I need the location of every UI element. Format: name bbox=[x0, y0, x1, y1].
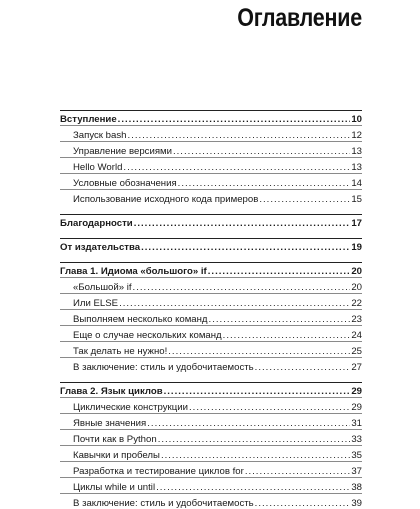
leader-dots bbox=[173, 146, 350, 157]
leader-dots bbox=[127, 130, 350, 141]
leader-dots bbox=[178, 178, 351, 189]
toc-entry-page: 25 bbox=[351, 346, 362, 357]
toc-entry[interactable] bbox=[60, 293, 362, 309]
toc-entry-label: Выполняем несколько команд bbox=[73, 314, 208, 325]
leader-dots bbox=[123, 162, 350, 173]
toc-section bbox=[60, 110, 362, 205]
leader-dots bbox=[259, 194, 350, 205]
toc-entry[interactable] bbox=[60, 277, 362, 293]
toc-entry[interactable] bbox=[60, 125, 362, 141]
toc-entry-page: 14 bbox=[351, 178, 362, 189]
toc-entry-label: В заключение: стиль и удобочитаемость bbox=[73, 362, 254, 373]
toc-section bbox=[60, 382, 362, 509]
toc-entry[interactable] bbox=[60, 413, 362, 429]
toc-entry-label: Запуск bash bbox=[73, 130, 127, 141]
toc-entry[interactable] bbox=[60, 189, 362, 205]
toc-entry-page: 33 bbox=[351, 434, 362, 445]
toc-entry[interactable] bbox=[60, 357, 362, 373]
toc-entry-label: Еще о случае нескольких команд bbox=[73, 330, 222, 341]
leader-dots bbox=[189, 402, 350, 413]
toc-entry-label: Использование исходного кода примеров bbox=[73, 194, 259, 205]
toc-section-heading[interactable] bbox=[60, 383, 362, 397]
toc-entry-label: «Большой» if bbox=[73, 282, 132, 293]
toc-entry[interactable] bbox=[60, 141, 362, 157]
toc-section-heading[interactable] bbox=[60, 215, 362, 229]
toc-entry-page: 38 bbox=[351, 482, 362, 493]
leader-dots bbox=[161, 450, 350, 461]
toc-heading-label: Вступление bbox=[60, 114, 117, 125]
toc-entry-page: 37 bbox=[351, 466, 362, 477]
toc-entry-page: 13 bbox=[351, 146, 362, 157]
toc-heading-page: 10 bbox=[351, 114, 362, 125]
leader-dots bbox=[118, 114, 351, 125]
toc-entry-label: Условные обозначения bbox=[73, 178, 177, 189]
toc-entry-label: Или ELSE bbox=[73, 298, 119, 309]
toc-entry[interactable] bbox=[60, 173, 362, 189]
leader-dots bbox=[134, 218, 351, 229]
leader-dots bbox=[255, 362, 351, 373]
leader-dots bbox=[223, 330, 351, 341]
leader-dots bbox=[141, 242, 350, 253]
toc-section bbox=[60, 214, 362, 229]
toc-entry[interactable] bbox=[60, 429, 362, 445]
table-of-contents bbox=[60, 110, 362, 509]
leader-dots bbox=[164, 386, 351, 397]
toc-entry-label: Управление версиями bbox=[73, 146, 172, 157]
toc-entry[interactable] bbox=[60, 325, 362, 341]
leader-dots bbox=[158, 434, 351, 445]
toc-entry-page: 39 bbox=[351, 498, 362, 509]
toc-entry-label: Почти как в Python bbox=[73, 434, 157, 445]
toc-entry-page: 12 bbox=[351, 130, 362, 141]
toc-entry-label: Так делать не нужно! bbox=[73, 346, 168, 357]
leader-dots bbox=[208, 266, 351, 277]
leader-dots bbox=[133, 282, 351, 293]
toc-entry-page: 35 bbox=[351, 450, 362, 461]
toc-entry-page: 23 bbox=[351, 314, 362, 325]
toc-entry-label: Hello World bbox=[73, 162, 123, 173]
leader-dots bbox=[156, 482, 350, 493]
toc-heading-label: Благодарности bbox=[60, 218, 133, 229]
toc-entry-page: 29 bbox=[351, 402, 362, 413]
toc-entry-page: 27 bbox=[351, 362, 362, 373]
toc-heading-label: Глава 1. Идиома «большого» if bbox=[60, 266, 207, 277]
toc-entry-page: 22 bbox=[351, 298, 362, 309]
toc-entry[interactable] bbox=[60, 341, 362, 357]
toc-entry-page: 20 bbox=[351, 282, 362, 293]
leader-dots bbox=[209, 314, 351, 325]
leader-dots bbox=[168, 346, 350, 357]
toc-entry-label: Разработка и тестирование циклов for bbox=[73, 466, 244, 477]
toc-entry[interactable] bbox=[60, 461, 362, 477]
toc-entry[interactable] bbox=[60, 493, 362, 509]
toc-heading-page: 20 bbox=[351, 266, 362, 277]
toc-entry-page: 13 bbox=[351, 162, 362, 173]
toc-entry-page: 15 bbox=[351, 194, 362, 205]
toc-entry-page: 24 bbox=[351, 330, 362, 341]
toc-section-heading[interactable] bbox=[60, 111, 362, 125]
toc-entry[interactable] bbox=[60, 397, 362, 413]
toc-heading-label: От издательства bbox=[60, 242, 141, 253]
leader-dots bbox=[245, 466, 351, 477]
toc-heading-label: Глава 2. Язык циклов bbox=[60, 386, 163, 397]
toc-entry-label: Явные значения bbox=[73, 418, 147, 429]
toc-entry-label: В заключение: стиль и удобочитаемость bbox=[73, 498, 254, 509]
toc-entry[interactable] bbox=[60, 445, 362, 461]
leader-dots bbox=[255, 498, 351, 509]
toc-heading-page: 17 bbox=[351, 218, 362, 229]
toc-section bbox=[60, 238, 362, 253]
leader-dots bbox=[119, 298, 350, 309]
toc-heading-page: 29 bbox=[351, 386, 362, 397]
toc-entry[interactable] bbox=[60, 157, 362, 173]
toc-entry-page: 31 bbox=[351, 418, 362, 429]
toc-section-heading[interactable] bbox=[60, 239, 362, 253]
toc-entry[interactable] bbox=[60, 477, 362, 493]
toc-section-heading[interactable] bbox=[60, 263, 362, 277]
toc-entry-label: Циклические конструкции bbox=[73, 402, 188, 413]
toc-entry-label: Циклы while и until bbox=[73, 482, 156, 493]
toc-section bbox=[60, 262, 362, 373]
page-title: Оглавление bbox=[237, 4, 362, 32]
toc-entry[interactable] bbox=[60, 309, 362, 325]
toc-entry-label: Кавычки и пробелы bbox=[73, 450, 160, 461]
toc-heading-page: 19 bbox=[351, 242, 362, 253]
